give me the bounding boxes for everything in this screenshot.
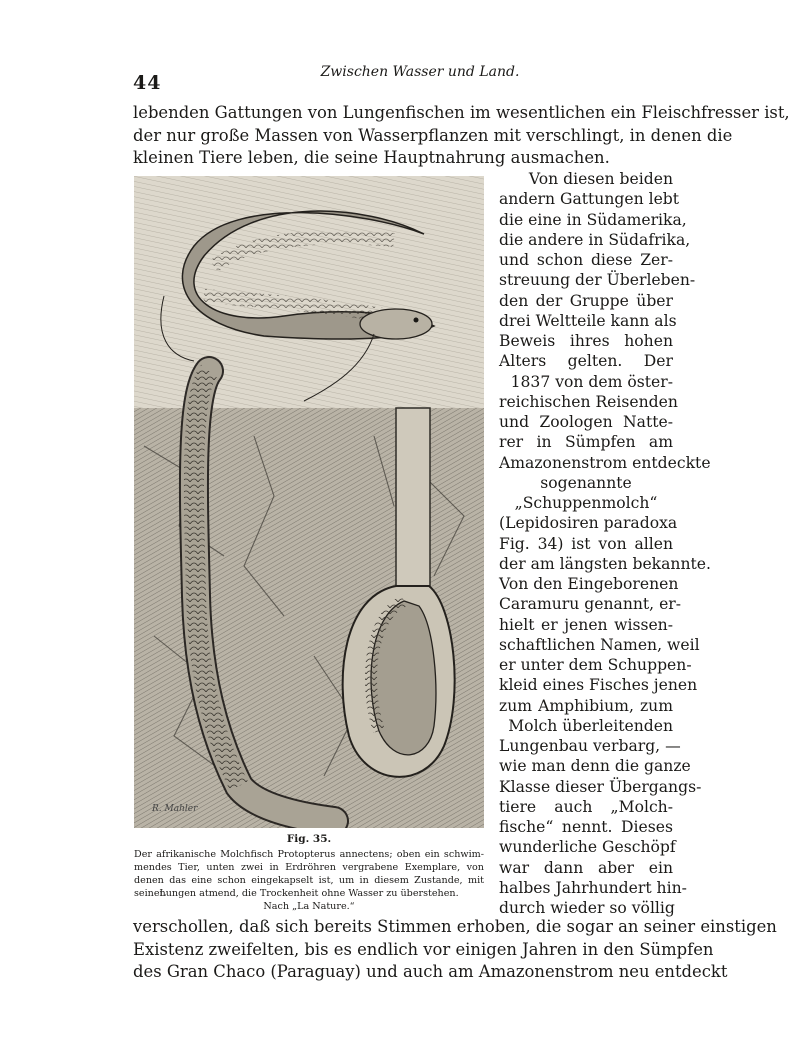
page-number: 44	[133, 72, 162, 94]
column-line: sogenannte	[540, 473, 632, 492]
column-line: Amazonenstrom entdeckte	[499, 453, 711, 472]
body-line: Existenz zweifelten, bis es endlich vor einigen Jahren in den Sümpfen	[133, 940, 714, 959]
column-line: den der Gruppe über	[499, 291, 673, 310]
caption-line: Der afrikanische Molchfisch Protopterus annectens; oben ein schwim-	[134, 849, 484, 860]
column-line: fische“ nennt. Dieses	[499, 818, 673, 836]
column-line: er unter dem Schuppen-	[499, 656, 692, 674]
column-line: Von diesen beiden	[528, 170, 673, 188]
column-line: Klasse dieser Übergangs-	[499, 777, 702, 796]
column-line: andern Gattungen lebt	[499, 190, 680, 209]
figure-label: Fig. 35.	[286, 833, 332, 845]
body-line: der nur große Massen von Wasserpflanzen mit verschlingt, in denen die	[133, 126, 733, 145]
body-line: des Gran Chaco (Paraguay) und auch am Amazonenstrom neu entdeckt	[133, 962, 728, 981]
column-line: 1837 von dem öster-	[510, 372, 673, 391]
caption-line: mendes Tier, unten zwei in Erdröhren vergrabene Exemplare, von	[134, 862, 484, 873]
column-line: durch wieder so völlig	[499, 899, 675, 917]
column-line: zum Amphibium, zum	[499, 696, 673, 715]
column-line: die andere in Südafrika,	[499, 230, 691, 249]
figure-source: Nach „La Nature.“	[263, 901, 355, 912]
column-line: schaftlichen Namen, weil	[499, 635, 700, 654]
caption-line: Lungen atmend, die Trockenheit ohne Wasser zu überstehen.	[159, 888, 459, 899]
column-line: Alters gelten. Der	[499, 352, 673, 371]
column-line: (Lepidosiren paradoxa	[499, 514, 678, 533]
column-line: der am längsten bekannte.	[499, 554, 711, 573]
figure-engraving	[134, 176, 484, 828]
column-line: und Zoologen Natte-	[499, 413, 673, 431]
column-line: kleid eines Fisches jenen	[499, 676, 698, 695]
column-line: drei Weltteile kann als	[499, 311, 677, 330]
column-line: Caramuru genannt, er-	[499, 595, 682, 614]
column-line: halbes Jahrhundert hin-	[499, 878, 687, 897]
column-line: Beweis ihres hohen	[499, 332, 673, 350]
column-line: wunderliche Geschöpf	[499, 838, 676, 857]
lungfish-illustration	[134, 176, 484, 828]
caption-line: denen das eine schon eingekapselt ist, um in diesem Zustande, mit seinen	[134, 875, 484, 899]
running-head: Zwischen Wasser und Land.	[320, 64, 520, 80]
body-line: verschollen, daß sich bereits Stimmen erhoben, die sogar an seiner einstigen	[133, 917, 777, 936]
body-line: kleinen Tiere leben, die seine Hauptnahrung ausmachen.	[133, 148, 610, 167]
column-line: tiere auch „Molch-	[499, 797, 673, 816]
column-line: Fig. 34) ist von allen	[499, 534, 673, 553]
column-line: wie man denn die ganze	[499, 757, 691, 776]
column-line: streuung der Überleben-	[499, 271, 696, 290]
column-line: und schon diese Zer-	[499, 251, 673, 269]
body-line: lebenden Gattungen von Lungenfischen im wesentlichen ein Fleischfresser ist,	[133, 103, 790, 122]
column-line: war dann aber ein	[499, 858, 673, 877]
column-line: Von den Eingeborenen	[499, 575, 679, 593]
column-line: „Schuppenmolch“	[514, 494, 658, 512]
column-line: Lungenbau verbarg, —	[499, 737, 681, 755]
column-line: reichischen Reisenden	[499, 392, 678, 411]
column-line: die eine in Südamerika,	[499, 210, 687, 229]
artist-signature: R. Mahler	[152, 804, 198, 814]
column-line: hielt er jenen wissen-	[499, 615, 673, 634]
column-line: Molch überleitenden	[508, 716, 673, 735]
column-line: rer in Sümpfen am	[499, 433, 673, 452]
